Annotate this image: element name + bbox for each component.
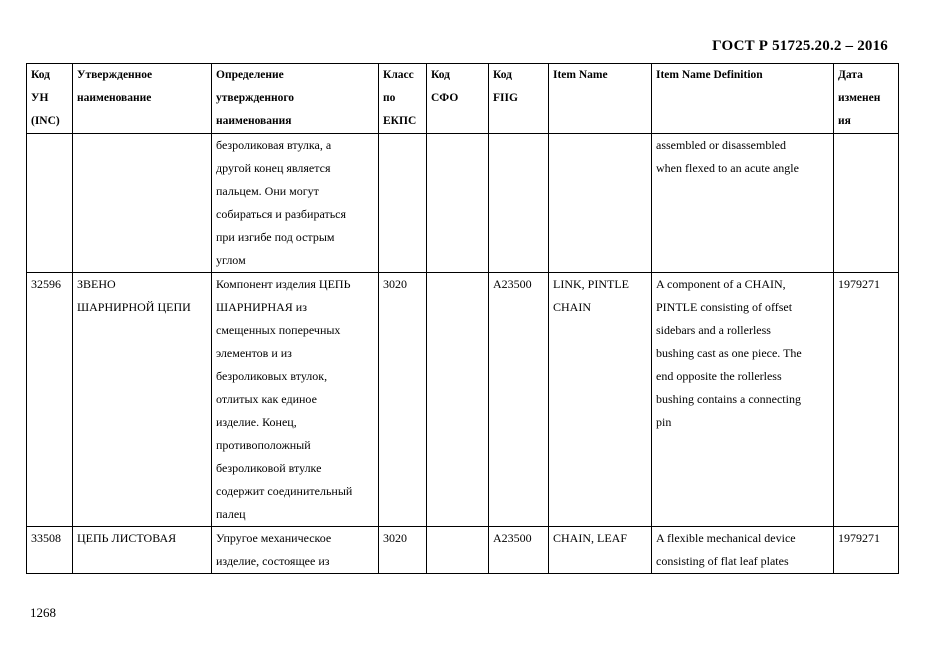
col-header-fiig: Код FIIG xyxy=(489,64,549,134)
cell-item-definition: assembled or disassembled when flexed to an acute angle xyxy=(652,134,834,273)
col-header-item-name: Item Name xyxy=(549,64,652,134)
cell-sfo xyxy=(427,273,489,527)
document-title: ГОСТ Р 51725.20.2 – 2016 xyxy=(712,38,888,54)
cell-definition: Компонент изделия ЦЕПЬ ШАРНИРНАЯ из смещенных поперечных элементов и из безроликовых втулок, отлитых как единое изделие. Конец, противоположный безроликовой втулке содержит соединительный палец xyxy=(212,273,379,527)
table-row xyxy=(27,134,899,273)
col-header-sfo: Код СФО xyxy=(427,64,489,134)
cell-definition: безроликовая втулка, а другой конец является пальцем. Они могут собираться и разбираться при изгибе под острым углом xyxy=(212,134,379,273)
cell-class: 3020 xyxy=(379,273,427,527)
cell-item-name: CHAIN, LEAF xyxy=(549,527,652,574)
cell-sfo xyxy=(427,527,489,574)
cell-date: 1979271 xyxy=(834,527,899,574)
col-header-item-definition: Item Name Definition xyxy=(652,64,834,134)
cell-name: ЦЕПЬ ЛИСТОВАЯ xyxy=(73,527,212,574)
cell-name xyxy=(73,134,212,273)
cell-sfo xyxy=(427,134,489,273)
classifier-table xyxy=(26,63,899,574)
cell-code: 33508 xyxy=(27,527,73,574)
cell-name: ЗВЕНО ШАРНИРНОЙ ЦЕПИ xyxy=(73,273,212,527)
cell-class xyxy=(379,134,427,273)
table-row xyxy=(27,527,899,574)
cell-date xyxy=(834,134,899,273)
cell-item-definition: A flexible mechanical device consisting of flat leaf plates xyxy=(652,527,834,574)
col-header-name: Утвержденное наименование xyxy=(73,64,212,134)
col-header-definition: Определение утвержденного наименования xyxy=(212,64,379,134)
cell-code: 32596 xyxy=(27,273,73,527)
col-header-code: Код УН (INC) xyxy=(27,64,73,134)
cell-class: 3020 xyxy=(379,527,427,574)
cell-item-definition: A component of a CHAIN, PINTLE consisting of offset sidebars and a rollerless bushing cast as one piece. The end opposite the rollerless bushing contains a connecting pin xyxy=(652,273,834,527)
cell-fiig: A23500 xyxy=(489,527,549,574)
page-number: 1268 xyxy=(30,605,56,620)
table-row xyxy=(27,273,899,527)
cell-code xyxy=(27,134,73,273)
cell-date: 1979271 xyxy=(834,273,899,527)
cell-fiig xyxy=(489,134,549,273)
cell-item-name xyxy=(549,134,652,273)
cell-fiig: A23500 xyxy=(489,273,549,527)
cell-definition: Упругое механическое изделие, состоящее из xyxy=(212,527,379,574)
cell-item-name: LINK, PINTLE CHAIN xyxy=(549,273,652,527)
header-row xyxy=(27,64,899,134)
col-header-date: Дата изменен ия xyxy=(834,64,899,134)
col-header-class: Класс по ЕКПС xyxy=(379,64,427,134)
